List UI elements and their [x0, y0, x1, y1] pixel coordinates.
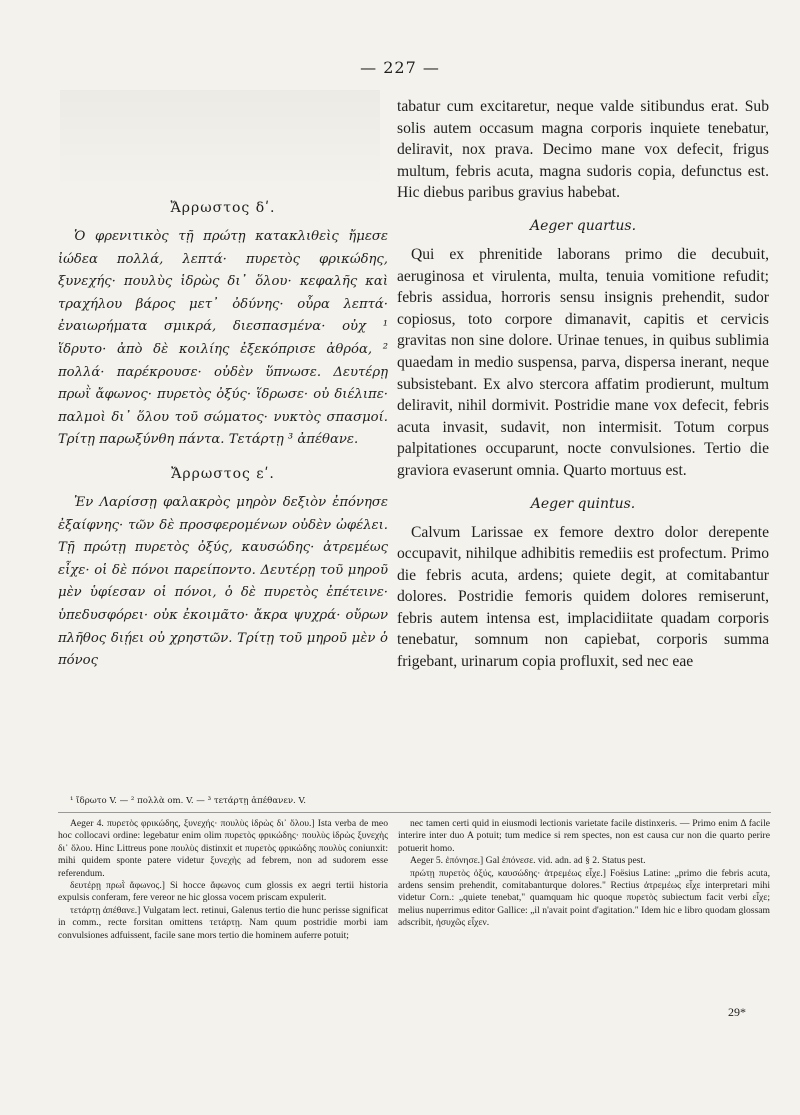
- greek-column: [58, 200, 388, 673]
- latin-text-continued: tabatur cum excitaretur, neque valde sitibundus erat. Sub solis autem occasum magna corporis inquiete tenebatur, deliravit, nox prava. Decimo mane vox defecit, frigus multum, febris acuta, magna sudoris copia, defunctus est. Hic diebus paribus gravius habebat.: [397, 98, 769, 202]
- greek-heading-aeger-5: Ἄρρωστος εʹ.: [171, 465, 275, 482]
- note-paragraph: τετάρτῃ ἀπέθανε.] Vulgatam lect. retinui, Galenus tertio die hunc perisse significat in comm., recte forsitan omittens τετάρτῃ. Nam quum postridie morbi iam convulsiones adfuissent, facile sane mors tertio die hominem auferre potuit;: [58, 904, 388, 941]
- page-number: — 227 —: [360, 58, 440, 77]
- notes-right-column: [398, 818, 770, 930]
- latin-text-aeger-4: Qui ex phrenitide laborans primo die decubuit, aeruginosa et virulenta, multa, tenuia vomitione refudit; febris assidua, horroris sensu insignis prehendit, sudor copiosus, toto corpore dimanavit, capitis et cervicis gravitas non sine dolore. Urinae tenues, in quibus sublimia quaedam in medio suspensa, parva, dispersa inerant, neque subsistebant. Ex alvo stercora affatim prodierunt, multum deliravit, nihil dormivit. Postridie mane vox defecit, febris acuta invasit, sudavit, non intermisit. Totum corpus palpitationes occuparunt, nocte convulsiones. Tertio die graviora evaserunt omnia. Quarto mortuus est.: [397, 245, 769, 479]
- greek-text-aeger-4: Ὁ φρενιτικὸς τῇ πρώτῃ κατακλιθεὶς ἤμεσε ἰώδεα πολλά, λεπτά· πυρετὸς φρικώδης, ξυνεχής· πουλὺς ἱδρὼς δι᾽ ὅλου· κεφαλῆς καὶ τραχήλου βάρος μετ᾽ ὀδύνης· οὖρα λεπτά· ἐναιωρήματα σμικρά, διεσπασμένα· οὐχ ¹ ἵδρυτο· ἀπὸ δὲ κοιλίης ἐξεκόπρισε ἀθρόα, ² πολλά· παρέκρουσε· οὐδὲν ὕπνωσε. Δευτέρῃ πρωῒ ἄφωνος· πυρετὸς ὀξύς· ἵδρωσε· οὐ διέλιπε· παλμοὶ δι᾽ ὅλου τοῦ σώματος· νυκτὸς σπασμοί. Τρίτῃ παρωξύνθη πάντα. Τετάρτῃ ³ ἀπέθανε.: [58, 229, 388, 448]
- latin-text-aeger-5: Calvum Larissae ex femore dextro dolor derepente occupavit, nihilque adhibitis remediis est profectum. Primo die febris acuta, ardens; quiete degit, at comitabantur dolores. Postridie femoris quidem dolores remiserunt, febris autem intensa est, implacidiitate quadam corporis tenebatur, somnum non capiebat, corporis summa frigebant, urinarum copia profluxit, sed nec eae: [397, 523, 769, 671]
- greek-heading-aeger-4: Ἄρρωστος δʹ.: [170, 200, 276, 216]
- notes-left-column: [58, 818, 388, 942]
- signature-mark: 29*: [728, 1005, 746, 1019]
- latin-heading-aeger-4: Aeger quartus.: [529, 217, 637, 234]
- note-paragraph: Aeger 5. ἐπόνησε.] Gal ἐπόνεσε. vid. adn. ad § 2. Status pest.: [410, 855, 646, 867]
- note-paragraph: Aeger 4. πυρετὸς φρικώδης, ξυνεχής· πουλὺς ἱδρὼς δι᾽ ὅλου.] Ista verba de meo hoc collocavi ordine: legebatur enim olim πυρετὸς φρικώδης· πουλὺς ἱδρὼς ξυνεχὴς δι᾽ ὅλου. Hinc Littreus pone πουλὺς distinxit et πυρετὸς φρικώδης πουλὺς coniunxit: mihi quidem sponte patere videtur ξυνεχὴς ad febrem, non ad sudorem esse referendum.: [58, 818, 388, 879]
- note-paragraph: nec tamen certi quid in eiusmodi lectionis varietate facile distinxeris. — Primo enim Δ facile interire inter duo A potuit; tum medice si rem spectes, non est causa cur non die quarto perire potuerit homo.: [398, 818, 770, 854]
- notes-divider: [58, 812, 771, 813]
- latin-heading-aeger-5: Aeger quintus.: [530, 495, 636, 512]
- note-paragraph: πρώτῃ πυρετὸς ὀξύς, καυσώδης· ἀτρεμέως εἶχε.] Foësius Latine: „primo die febris acuta, ardens sensim prehendit, comitabanturque dolores." Rectius ἀτρεμέως εἶχε interpretari mihi videtur Corn.: „quiete tenebat," quamquam hic quoque πυρετὸς subiectum facit verbi εἶχε; melius nuperrimus editor Gallice: „il n'avait point d'agitation." Idem hic e libro quodam glossam adscribit, ἡσυχῶς εἶχεν.: [398, 867, 770, 929]
- latin-column: [397, 96, 769, 673]
- greek-text-aeger-5: Ἐν Λαρίσσῃ φαλακρὸς μηρὸν δεξιὸν ἐπόνησε ἐξαίφνης· τῶν δὲ προσφερομένων οὐδὲν ὠφέλει. Τῇ πρώτῃ πυρετὸς ὀξύς, καυσώδης· ἀτρεμέως εἶχε· οἱ δὲ πόνοι παρείποντο. Δευτέρῃ τοῦ μηροῦ μὲν ὑφίεσαν οἱ πόνοι, ὁ δὲ πυρετὸς ἐπέτεινε· ὑπεδυσφόρει· οὐκ ἐκοιμᾶτο· ἄκρα ψυχρά· οὔρων πλῆθος διῄει οὐ χρηστῶν. Τρίτῃ τοῦ μηροῦ μὲν ὁ πόνος: [58, 494, 388, 669]
- note-paragraph: δευτέρῃ πρωῒ ἄφωνος.] Si hocce ἄφωνος cum glossis ex aegri tertii historia expulsis conferam, fere vereor ne hic glossa vocem priscam expulerit.: [58, 880, 388, 904]
- greek-footnote: ¹ ἴδρωτο V. — ² πολλὰ om. V. — ³ τετάρτῃ ἀπέθανεν. V.: [70, 796, 306, 806]
- bleed-through-shadow: [60, 90, 380, 190]
